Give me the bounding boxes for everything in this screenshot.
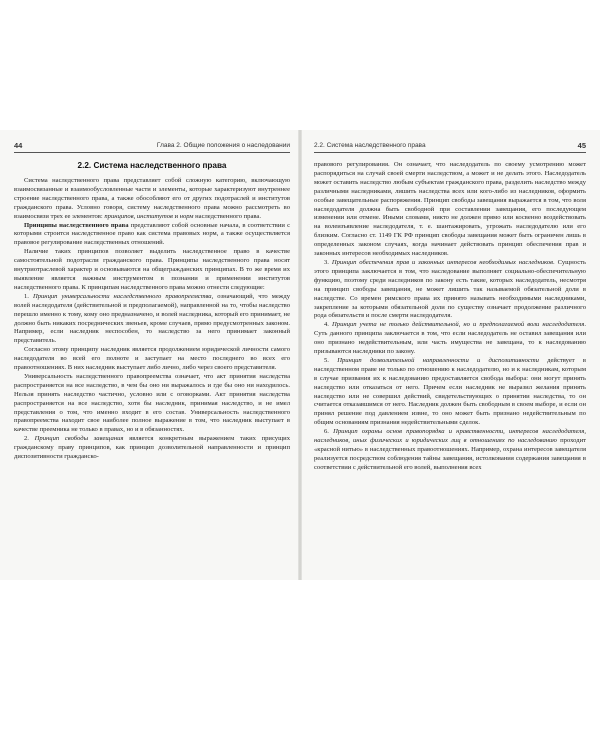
text-run: 4. xyxy=(324,321,333,329)
text-run: 2. xyxy=(24,435,35,443)
paragraph xyxy=(14,177,290,222)
text-run: представляют собой основные начала, в соответствии с которыми строится наследственное право как система правовых норм, а также осуществляется правовое регулирование наследственных отношений. xyxy=(14,221,290,247)
italic-text: Принцип обеспечения прав и законных интересов необходимых наследников xyxy=(331,258,554,266)
text-run: Наличие таких принципов позволяет выделить наследственное право в качестве самостоятельной подотрасли гражданского права. Принципы наследственного права носят внутриотраслевой характер и основываются на общегражданских принципах. В то же время их выявление является важным инструментом в познании и применении институтов наследственного права. К принципам наследственного права можно отнести следующие: xyxy=(14,248,290,291)
right-running-head: 2.2. Система наследственного права xyxy=(314,142,426,149)
text-run: наследственного права. xyxy=(193,212,261,220)
paragraph xyxy=(314,161,586,259)
text-run: Универсальность наследственного правопреемства означает, что акт принятия наследства распространяется на все наследство, в чем бы оно ни выражалось и где бы оно ни находилось. Нельзя принять наследство частично, условно или с оговорками. Акт принятия наследства распространяется на все наследство, хотя бы наследник, принимая наследство, и не имел представления о том, что именно входит в его состав. Универсальность наследственного правопреемства находит свое наиболее полное выражение в том, что наследник выступает в качестве преемника не только в правах, но и в обязанностях. xyxy=(14,372,290,434)
bold-text: Принципы наследственного права xyxy=(24,221,129,229)
right-body xyxy=(314,161,586,473)
italic-text: норм xyxy=(179,212,194,220)
paragraph xyxy=(314,321,586,357)
italic-text: принципов, институтов xyxy=(104,212,173,220)
text-run: 5. xyxy=(324,356,338,364)
paragraph xyxy=(14,346,290,373)
text-run: . Сущность этого принципа заключается в том, что наследование выполняет социально-обеспечительную функцию, поэтому среди наследников по закону есть такие, которых наследодатель, несмотря на принцип свободы завещания, не может лишить так называемой обязательной доли в наследстве. Со времен римского права их принято называть необходимыми наследниками, закрепление за которыми обязательной доли по существу означает продолжение различного рода обязательств и после смерти наследодателя. xyxy=(314,258,587,320)
paragraph xyxy=(314,259,586,321)
right-page xyxy=(302,130,600,580)
text-run: правового регулирования. Он означает, что наследодатель по своему усмотрению может распорядиться на случай своей смерти наследством, а может и не делать этого. Наследодатель может оставить наследство любым субъектам гражданского права, разделить наследство между различными наследниками, лишить наследства всех или кого-либо из наследников, оформить особые завещательные распоряжения. Принцип свободы завещания выражается в том, что воля наследодателя должна быть свободной при составлении завещания, его последующем изменении или отмене. Иными словами, никто не должен прямо или косвенно воздействовать на волеизъявление наследодателя, т. е. шантажировать, угрожать наследодателю или его близким. Согласно ст. 1149 ГК РФ принцип свободы завещания может быть ограничен лишь в определенных законом случаях, когда начинает действовать принцип обеспечения прав и законных интересов необходимых наследников. xyxy=(314,161,586,258)
text-run: Система наследственного права представляет собой сложную категорию, включающую взаимосвязанные и взаимообусловленные части и элементы, которые характеризуют внутреннее строение наследственного права, а также обособляют его от других подотраслей и институтов гражданского права. Условно говоря, систему наследственного права можно рассмотреть во взаимосвязи трех ее элементов: xyxy=(14,177,290,220)
paragraph xyxy=(14,222,290,249)
left-page xyxy=(0,130,298,580)
text-run: . Суть данного принципа заключается в том, что если наследодатель не оставил завещания или оно признано недействительным, или часть имущества не завещана, то к наследованию призываются наследники по закону. xyxy=(314,321,587,356)
left-running-head: Глава 2. Общие положения о наследовании xyxy=(156,142,290,149)
text-run: , означающий, что между волей наследодателя (действительной и предполагаемой), направленной на то, чтобы наследство перешло именно к тому, кому оно предназначено, и волей наследника, который его принимает, не должно быть никаких посреднических звеньев, кроме случаев, прямо предусмотренных законом. Например, если наследник неспособен, то наследство за него принимает законный представитель. xyxy=(14,292,291,345)
paragraph xyxy=(314,357,586,428)
text-run: 1. xyxy=(24,292,33,300)
right-page-number: 45 xyxy=(577,141,586,150)
left-page-header xyxy=(14,138,290,153)
paragraph xyxy=(14,293,290,346)
text-run: является конкретным выражением таких присущих гражданскому праву принципов, как принцип дозволительной направленности и принцип диспозитивности гражданско- xyxy=(14,435,290,461)
left-body xyxy=(14,177,290,462)
text-run: действует в наследственном праве не только по отношению к наследодателю, но и к наследникам, которым в случае призвания их к наследованию предоставляется свобода выбора: они могут принять наследство или отказаться от него. Причем если наследник не выразил желания принять наследство или не совершил действий, свидетельствующих о принятии наследства, то он считается отказавшимся от него. Наследник должен быть свободным в своем выборе, и если он принял решение под давлением извне, то оно может быть признано недействительным по общим основаниям признания недействительными сделок. xyxy=(314,356,587,427)
text-run: 3. xyxy=(324,258,332,266)
paragraph xyxy=(14,435,290,462)
section-title: 2.2. Система наследственного права xyxy=(77,161,227,170)
italic-text: Принцип универсальности наследственного правопреемства xyxy=(32,292,212,300)
left-page-number: 44 xyxy=(14,141,23,150)
italic-text: Принцип охраны основ правопорядка и нравственности, интересов наследодателя, наследников, иных физических и юридических лиц в отношениях по наследованию xyxy=(314,428,586,445)
italic-text: Принцип свободы завещания xyxy=(34,435,124,443)
paragraph xyxy=(14,373,290,435)
italic-text: Принцип дозволительной направленности и диспозитивности xyxy=(337,356,539,364)
right-page-header xyxy=(314,138,586,153)
italic-text: Принцип учета не только действительной, но и предполагаемой воли наследодателя xyxy=(332,321,585,329)
text-run: 6. xyxy=(324,428,334,436)
text-run: проходит «красной нитью» в наследственных правоотношениях. Например, охрана интересов завещателя реализуется посредством соблюдения тайны завещания, истолкования содержания завещания в соответствии с действительной его волей, выполнения всех xyxy=(314,437,587,471)
paragraph xyxy=(14,248,290,293)
text-run: Согласно этому принципу наследник является продолжением юридической личности самого наследодателя во всей его полноте и заступает на место последнего во всех его правоотношениях. В них наследник выступает либо лично, либо через своего представителя. xyxy=(14,346,290,372)
paragraph xyxy=(314,428,586,473)
text-run: и xyxy=(172,212,180,220)
